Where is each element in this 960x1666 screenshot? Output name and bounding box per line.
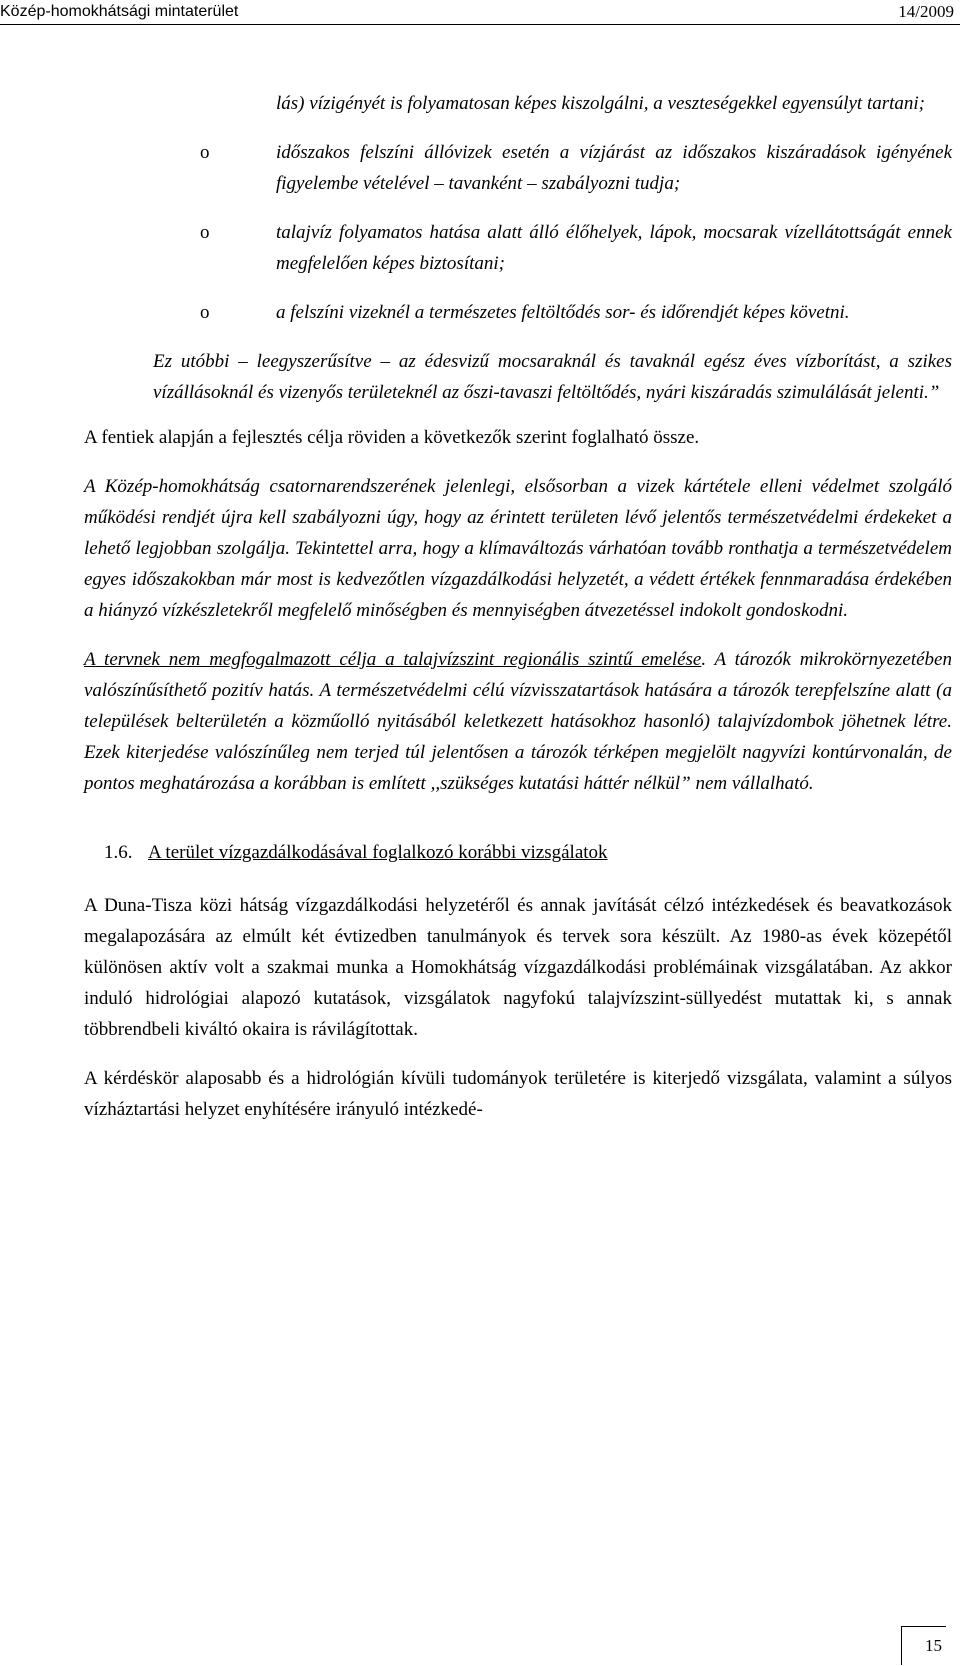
header-report-number: 14/2009 [898, 2, 954, 21]
paragraph: A Duna-Tisza közi hátság vízgazdálkodási helyzetéről és annak javítását célzó intézkedések és beavatkozások megalapozására az elmúlt két évtizedben tanulmányok és tervek sora készült. Az 1980-as évek közepétől különösen aktív volt a szakmai munka a Homokhátság vízgazdálkodási problémáinak vizsgálatában. Az akkor induló hidrológiai alapozó kutatások, vizsgálatok nagyfokú talajvízszint-süllyedést mutattak ki, s annak többrendbeli kiváltó okaira is rávilágítottak. [84, 895, 952, 1040]
header-rule [0, 24, 960, 25]
summary-line: A fentiek alapján a fejlesztés célja röviden a következők szerint foglalható össze. [84, 427, 700, 448]
list-item-text: a felszíni vizeknél a természetes feltöltődés sor- és időrendjét képes követni. [276, 302, 850, 323]
bullet-list [84, 137, 952, 328]
page-number: 15 [901, 1626, 946, 1665]
italic-paragraph: A Közép-homokhátság csatornarendszerének jelenlegi, elsősorban a vizek kártétele elleni védelmet szolgáló működési rendjét újra kell szabályozni úgy, hogy az érintett területen lévő jelentős természetvédelmi érdekeket a lehető legjobban szolgálja. Tekintettel arra, hogy a klímaváltozás várhatóan tovább ronthatja a természetvédelem egyes időszakokban már most is kedvezőtlen vízgazdálkodási helyzetét, a védett értékek fennmaradása érdekében a hiányzó vízkészletekről megfelelő minőségben és mennyiségben átvezetéssel indokolt gondoskodni. [84, 476, 952, 621]
page-header [0, 0, 960, 24]
underlined-sentence: A tervnek nem megfogalmazott célja a talajvízszint regionális szintű emelése [84, 649, 702, 670]
paragraph: A kérdéskör alaposabb és a hidrológián kívüli tudományok területére is kiterjedő vizsgálata, valamint a súlyos vízháztartási helyzet enyhítésére irányuló intézkedé- [84, 1068, 952, 1120]
list-item-text: talajvíz folyamatos hatása alatt álló élőhelyek, lápok, mocsarak vízellátottságát ennek megfelelően képes biztosítani; [276, 222, 952, 274]
list-item [84, 137, 952, 199]
bullet-marker: o [200, 142, 210, 163]
underlined-paragraph [84, 644, 952, 799]
lead-italic-text: lás) vízigényét is folyamatosan képes kiszolgálni, a veszteségekkel egyensúlyt tartani; [276, 93, 925, 114]
underlined-paragraph-rest: . A tározók mikrokörnyezetében valószínűsíthető pozitív hatás. A természetvédelmi célú vízvisszatartások hatására a tározók terepfelszíne alatt (a települések belterületén a közműolló nyitásából keletkezett hatásokhoz hasonló) talajvízdombok jöhetnek létre. Ezek kiterjedése valószínűleg nem terjed túl jelentősen a tározók térképen megjelölt nagyvízi kontúrvonalán, de pontos meghatározása a korábban is említett ,,szükséges kutatási háttér nélkül” nem vállalható. [84, 649, 952, 794]
list-item [84, 297, 952, 328]
bullet-marker: o [200, 302, 210, 323]
section-number: 1.6. [104, 842, 133, 863]
quote-ending: Ez utóbbi – leegyszerűsítve – az édesvizű mocsaraknál és tavaknál egész éves vízborítást, a szikes vízállásoknál és vizenyős területeknél az őszi-tavaszi feltöltődés, nyári kiszáradás szimulálását jelenti.” [153, 351, 952, 403]
list-item [84, 217, 952, 279]
section-heading [84, 837, 952, 868]
list-item-text: időszakos felszíni állóvizek esetén a vízjárást az időszakos kiszáradások igényének figyelembe vételével – tavanként – szabályozni tudja; [276, 142, 952, 194]
header-title: Közép-homokhátsági mintaterület [0, 3, 239, 20]
page-body [84, 88, 952, 1143]
bullet-marker: o [200, 222, 210, 243]
section-title: A terület vízgazdálkodásával foglalkozó korábbi vizsgálatok [148, 842, 608, 863]
